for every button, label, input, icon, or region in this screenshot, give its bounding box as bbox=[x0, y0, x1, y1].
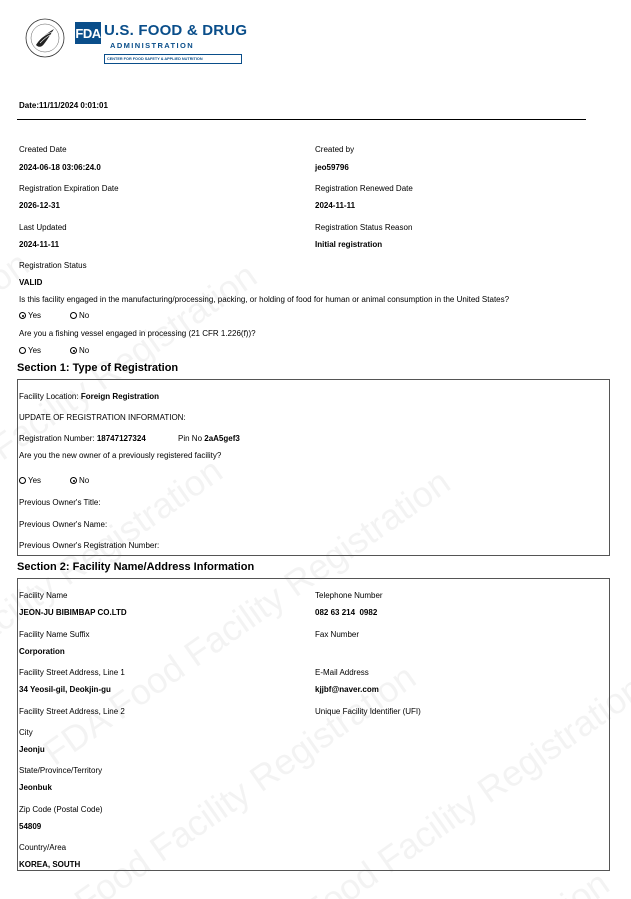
status-reason-value: Initial registration bbox=[315, 240, 383, 249]
reg-num-label: Registration Number: bbox=[19, 434, 95, 443]
facility-name-value: JEON-JU BIBIMBAP CO.LTD bbox=[19, 608, 127, 617]
question-us-facility: Is this facility engaged in the manufacturing/processing, packing, or holding of food for human or animal consumption in the United States? bbox=[19, 295, 510, 304]
q1-no-radio[interactable] bbox=[70, 311, 89, 320]
street1-value: 34 Yeosil-gil, Deokjin-gu bbox=[19, 685, 111, 694]
q2-no-radio[interactable] bbox=[70, 346, 89, 355]
zip-value: 54809 bbox=[19, 822, 42, 831]
section1-title: Section 1: Type of Registration bbox=[17, 362, 179, 374]
status-value: VALID bbox=[19, 278, 43, 287]
q1-no-label: No bbox=[79, 311, 90, 320]
phone-value: 082 63 214 0982 bbox=[315, 608, 378, 617]
country-label: Country/Area bbox=[19, 843, 67, 852]
q2-yes-radio[interactable] bbox=[19, 346, 41, 355]
facility-location-value: Foreign Registration bbox=[80, 392, 160, 401]
pin-value: 2aA5gef3 bbox=[204, 434, 240, 443]
street2-label: Facility Street Address, Line 2 bbox=[19, 707, 125, 716]
radio-selected-icon bbox=[70, 347, 77, 354]
new-owner-yes-label: Yes bbox=[28, 476, 42, 485]
suffix-label: Facility Name Suffix bbox=[19, 630, 90, 639]
phone-label: Telephone Number bbox=[315, 591, 383, 600]
agency-sub: ADMINISTRATION bbox=[110, 41, 195, 50]
city-label: City bbox=[19, 728, 33, 737]
agency-name: U.S. FOOD & DRUG bbox=[104, 22, 248, 39]
facility-location bbox=[19, 392, 159, 401]
facility-location-label: Facility Location: bbox=[19, 392, 79, 401]
prev-owner-title-label: Previous Owner's Title: bbox=[19, 498, 101, 507]
update-text: UPDATE OF REGISTRATION INFORMATION: bbox=[19, 413, 186, 422]
state-label: State/Province/Territory bbox=[19, 766, 103, 775]
status-label: Registration Status bbox=[19, 261, 87, 270]
prev-owner-reg-label: Previous Owner's Registration Number: bbox=[19, 541, 160, 550]
new-owner-question: Are you the new owner of a previously registered facility? bbox=[19, 451, 222, 460]
street1-label: Facility Street Address, Line 1 bbox=[19, 668, 125, 677]
radio-unselected-icon bbox=[19, 477, 26, 484]
pin-label: Pin No bbox=[178, 434, 203, 443]
q2-no-label: No bbox=[79, 346, 90, 355]
email-value: kjjbf@naver.com bbox=[315, 685, 379, 694]
suffix-value: Corporation bbox=[19, 647, 65, 656]
city-value: Jeonju bbox=[19, 745, 45, 754]
section2-title: Section 2: Facility Name/Address Information bbox=[17, 561, 255, 573]
print-date: Date:11/11/2024 0:01:01 bbox=[19, 101, 108, 110]
new-owner-no-radio[interactable] bbox=[70, 476, 89, 485]
renewed-value: 2024-11-11 bbox=[315, 201, 356, 210]
hhs-seal-icon bbox=[24, 17, 66, 59]
section1-box bbox=[17, 379, 610, 556]
status-reason-label: Registration Status Reason bbox=[315, 223, 413, 232]
country-value: KOREA, SOUTH bbox=[19, 860, 81, 869]
zip-label: Zip Code (Postal Code) bbox=[19, 805, 103, 814]
new-owner-no-label: No bbox=[79, 476, 90, 485]
last-updated-value: 2024-11-11 bbox=[19, 240, 60, 249]
fda-badge: FDA bbox=[75, 22, 101, 44]
new-owner-yes-radio[interactable] bbox=[19, 476, 41, 485]
prev-owner-name-label: Previous Owner's Name: bbox=[19, 520, 108, 529]
reg-num-value: 18747127324 bbox=[96, 434, 146, 443]
ufi-label: Unique Facility Identifier (UFI) bbox=[315, 707, 421, 716]
header-divider bbox=[17, 119, 586, 120]
email-label: E-Mail Address bbox=[315, 668, 369, 677]
state-value: Jeonbuk bbox=[19, 783, 52, 792]
radio-selected-icon bbox=[19, 312, 26, 319]
created-date-value: 2024-06-18 03:06:24.0 bbox=[19, 163, 101, 172]
radio-selected-icon bbox=[70, 477, 77, 484]
q1-yes-label: Yes bbox=[28, 311, 42, 320]
pin-number bbox=[178, 434, 240, 443]
fax-label: Fax Number bbox=[315, 630, 360, 639]
agency-center: CENTER FOR FOOD SAFETY & APPLIED NUTRITION bbox=[104, 54, 242, 64]
q2-yes-label: Yes bbox=[28, 346, 42, 355]
expiration-value: 2026-12-31 bbox=[19, 201, 60, 210]
radio-unselected-icon bbox=[70, 312, 77, 319]
created-by-label: Created by bbox=[315, 145, 355, 154]
registration-number bbox=[19, 434, 146, 443]
section2-box bbox=[17, 578, 610, 871]
renewed-label: Registration Renewed Date bbox=[315, 184, 413, 193]
created-by-value: jeo59796 bbox=[315, 163, 349, 172]
question-fishing-vessel: Are you a fishing vessel engaged in processing (21 CFR 1.226(f))? bbox=[19, 329, 256, 338]
created-date-label: Created Date bbox=[19, 145, 67, 154]
last-updated-label: Last Updated bbox=[19, 223, 67, 232]
q1-yes-radio[interactable] bbox=[19, 311, 41, 320]
radio-unselected-icon bbox=[19, 347, 26, 354]
facility-name-label: Facility Name bbox=[19, 591, 68, 600]
expiration-label: Registration Expiration Date bbox=[19, 184, 119, 193]
